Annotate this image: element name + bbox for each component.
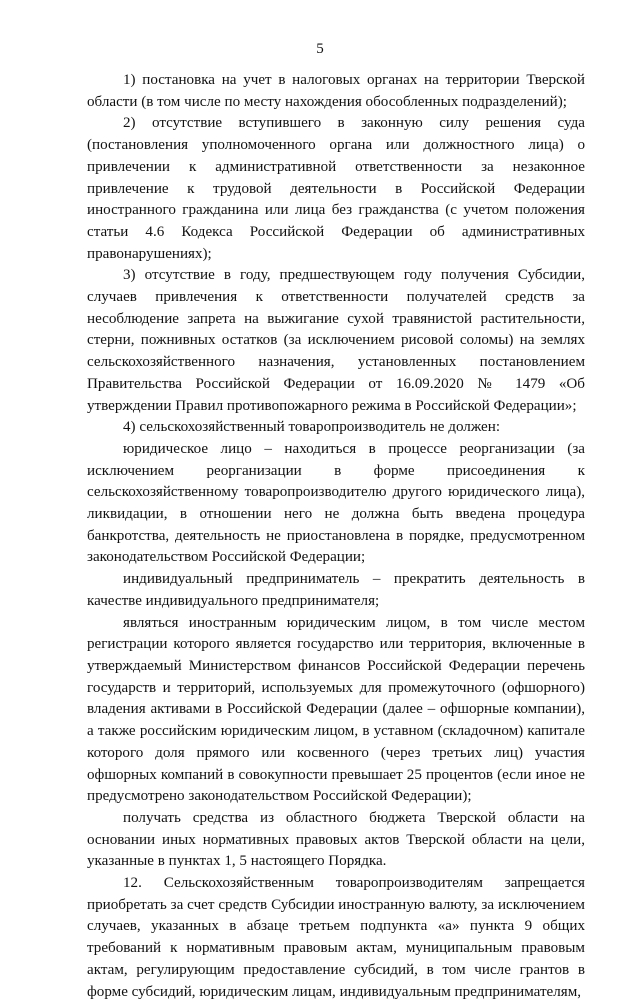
paragraph-offshore: являться иностранным юридическим лицом, в том числе местом регистрации которого является государство или территория, включенные в утверждаемый Министерством финансов Российской Федерации перечень государств и территорий, используемых для промежуточного (офшорного) владения активами в Российской Федерации (далее – офшорные компании), а также российским юридическим лицом, в уставном (складочном) капитале которого доля прямого или косвенного (через третьих лиц) участия офшорных компаний в совокупности превышает 25 процентов (если иное не предусмотрено законодательством Российской Федерации); bbox=[87, 614, 585, 805]
paragraph-item-4: 4) сельскохозяйственный товаропроизводитель не должен: bbox=[123, 419, 501, 436]
paragraph-legal-entity: юридическое лицо – находиться в процессе реорганизации (за исключением реорганизации в форме присоединения к сельскохозяйственному товаропроизводителю другого юридического лица), ликвидации, в отношении него не должна быть введена процедура банкротства, деятельность не приостановлена в порядке, предусмотренном законодательством Российской Федерации; bbox=[87, 440, 585, 566]
paragraph-regional-budget: получать средства из областного бюджета Тверской области на основании иных нормативных правовых актов Тверской области на цели, указанные в пунктах 1, 5 настоящего Порядка. bbox=[87, 809, 585, 870]
paragraph-section-12: 12. Сельскохозяйственным товаропроизводителям запрещается приобретать за счет средств Субсидии иностранную валюту, за исключением случаев, указанных в абзаце третьем подпункта «а» пункта 9 общих требований к нормативным правовым актам, муниципальным правовым актам, регулирующим предоставление субсидий, в том числе грантов в форме субсидий, юридическим лицам, индивидуальным предпринимателям, bbox=[87, 875, 585, 1000]
paragraph-item-1: 1) постановка на учет в налоговых органах на территории Тверской области (в том числе по месту нахождения обособленных подразделений); bbox=[87, 72, 585, 110]
document-body bbox=[87, 70, 585, 1003]
paragraph-item-3: 3) отсутствие в году, предшествующем году получения Субсидии, случаев привлечения к ответственности получателей средств за несоблюдение запрета на выжигание сухой травянистой растительности, стерни, пожнивных остатков (за исключением рисовой соломы) на землях сельскохозяйственного назначения, установленных постановлением Правительства Российской Федерации от 16.09.2020 № 1479 «Об утверждении Правил противопожарного режима в Российской Федерации»; bbox=[87, 267, 585, 414]
page-number: 5 bbox=[316, 41, 324, 57]
paragraph-item-2: 2) отсутствие вступившего в законную силу решения суда (постановления уполномоченного органа или должностного лица) о привлечении к административной ответственности за незаконное привлечение к трудовой деятельности в Российской Федерации иностранного гражданина или лица без гражданства (с учетом положения статьи 4.6 Кодекса Российской Федерации об административных правонарушениях); bbox=[87, 115, 585, 262]
paragraph-individual-entrepreneur: индивидуальный предприниматель – прекратить деятельность в качестве индивидуального предпринимателя; bbox=[87, 571, 585, 609]
